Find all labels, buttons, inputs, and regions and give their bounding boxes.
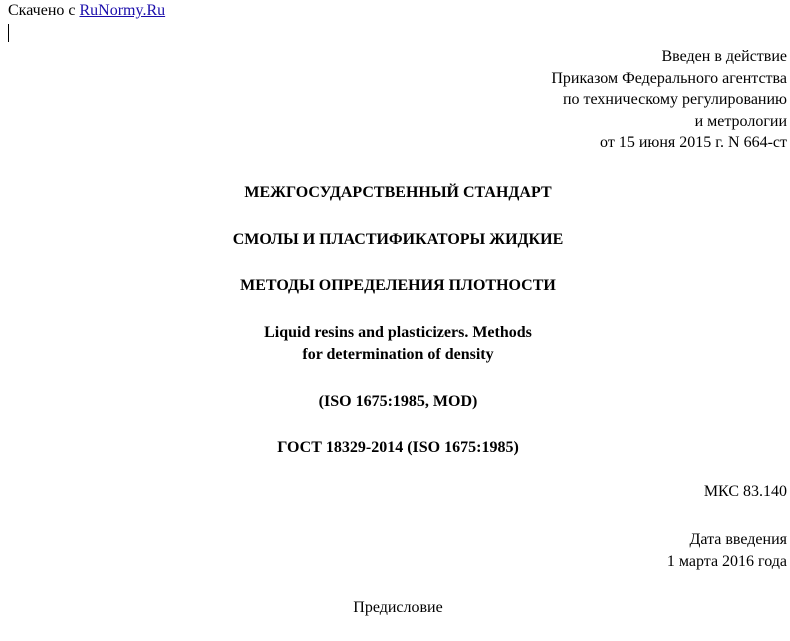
enactment-line: Приказом Федерального агентства (551, 69, 787, 87)
mks-code: МКС 83.140 (703, 483, 787, 500)
introduction-date-label: Дата введения (689, 531, 787, 548)
enactment-line: от 15 июня 2015 г. N 664-ст (600, 134, 787, 151)
enactment-line: по техническому регулированию (562, 91, 787, 108)
source-line (8, 1, 165, 21)
iso-reference: (ISO 1675:1985, MOD) (318, 393, 478, 410)
introduction-date-value: 1 марта 2016 года (666, 553, 787, 570)
enactment-block (551, 46, 787, 154)
standard-methods-heading: МЕТОДЫ ОПРЕДЕЛЕНИЯ ПЛОТНОСТИ (240, 277, 556, 294)
enactment-line: и метрологии (694, 112, 787, 130)
introduction-date-block (667, 529, 787, 573)
enactment-line: Введен в действие (661, 48, 787, 65)
english-title-line: for determination of density (302, 346, 494, 363)
english-title-line: Liquid resins and plasticizers. Methods (264, 324, 532, 341)
standard-subject-heading: СМОЛЫ И ПЛАСТИФИКАТОРЫ ЖИДКИЕ (232, 231, 564, 248)
gost-number: ГОСТ 18329-2014 (ISO 1675:1985) (277, 439, 519, 456)
foreword-heading: Предисловие (353, 599, 443, 616)
standard-type-heading: МЕЖГОСУДАРСТВЕННЫЙ СТАНДАРТ (244, 184, 552, 201)
text-cursor (8, 24, 9, 42)
source-prefix: Скачено с (8, 2, 80, 19)
english-title (0, 322, 790, 366)
source-link[interactable]: RuNormy.Ru (79, 2, 166, 19)
